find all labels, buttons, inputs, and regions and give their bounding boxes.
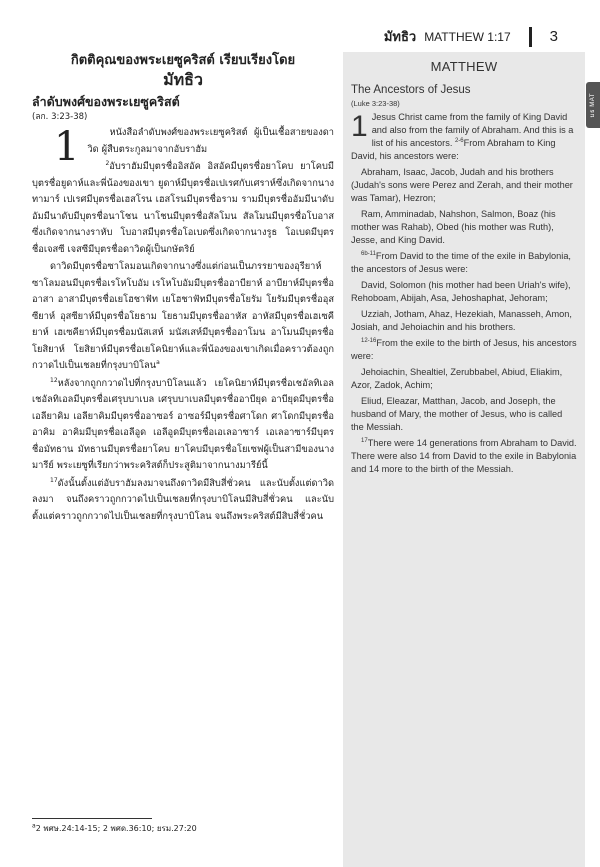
english-verses-6-11-text: From David to the time of the exile in Babylonia, the ancestors of Jesus were:	[351, 251, 571, 274]
english-list-5: Jehoiachin, Shealtiel, Zerubbabel, Abiud, Eliakim, Azor, Zadok, Achim;	[351, 367, 563, 390]
english-section-ref: (Luke 3:23-38)	[351, 99, 400, 108]
header-reference: MATTHEW 1:17	[424, 29, 511, 44]
thai-column	[32, 52, 334, 526]
verse-number: 6b-11	[361, 250, 376, 257]
english-list-1: Abraham, Isaac, Jacob, Judah and his brothers (Judah's sons were Perez and Zerah, and their mother was Tamar), Hezron;	[351, 167, 573, 203]
english-verses-12-16	[351, 337, 577, 363]
thai-paragraph-1	[32, 124, 334, 170]
verse-number: 2-6	[454, 137, 464, 144]
english-verses-6-11	[351, 250, 577, 276]
english-verse-17-text: There were 14 generations from Abraham to David. There were also 14 from David to the exile in Babylonia and 14 more to the birth of the Messiah.	[351, 438, 577, 474]
side-tab-label: มธ MAT	[590, 92, 596, 118]
english-verses-12-16-text: From the exile to the birth of Jesus, his ancestors were:	[351, 338, 577, 361]
thai-verses-6-11: ดาวิดมีบุตรชื่อซาโลมอนเกิดจากนางซึ่งแต่ก่อนเป็นภรรยาของอุรียาห์ ซาโลมอนมีบุตรชื่อเรโหโบอัม เรโหโบอัมมีบุตรชื่ออาบียาห์ อาบียาห์มีบุตรชื่ออาสา อาสามีบุตรชื่อเยโฮชาฟัท เยโฮชาฟัทมีบุตรชื่อโยรัม โยรัมมีบุตรชื่ออุสซียาห์ อุสซียาห์มีบุตรชื่อโยธาม โยธามมีบุตรชื่ออาหัส อาหัสมีบุตรชื่อเฮเซคียาห์ เฮเซคียาห์มีบุตรชื่อมนัสเสห์ มนัสเสห์มีบุตรชื่ออาโมน อาโมนมีบุตรชื่อโยสิยาห์ โยสิยาห์มีบุตรชื่อเยโคนิยาห์และพี่น้องของเขาเกิดเมื่อคราวต้องถูกกวาดไปเป็นเชลยที่กรุงบาบิโลน	[32, 261, 334, 371]
english-chapter-number: 1	[351, 110, 368, 143]
english-book-name: MATTHEW	[430, 59, 498, 74]
english-verses-2-6-text: From Abraham to King David, his ancestors were:	[351, 138, 556, 161]
verse-number: 17	[361, 437, 368, 444]
footnote-divider	[32, 818, 152, 819]
verse-number: 12	[50, 376, 58, 384]
thai-paragraph-5	[32, 476, 334, 526]
footnote-marker: a	[32, 822, 36, 830]
verse-number: 2	[105, 159, 110, 167]
english-list-4: Uzziah, Jotham, Ahaz, Hezekiah, Manasseh, Amon, Josiah, and Jehoiachin and his brothers.	[351, 309, 572, 332]
thai-verses-12-16: หลังจากถูกกวาดไปที่กรุงบาบิโลนแล้ว เยโคนิยาห์มีบุตรชื่อเชอัลทิเอล เชอัลทิเอลมีบุตรชื่อเศรุบบาเบล เศรุบบาเบลมีบุตรชื่ออาบียุด อาบียุดมีบุตรชื่อเอลียาคิม เอลียาคิมมีบุตรชื่ออาซอร์ อาซอร์มีบุตรชื่อศาโดก ศาโดกมีบุตรชื่ออาคิม อาคิมมีบุตรชื่อเอลีอูด เอลีอูดมีบุตรชื่อเอเลอาซาร์ เอเลอาซาร์มีบุตรชื่อมัทธาน มัทธานมีบุตรชื่อยาโคบ ยาโคบมีบุตรชื่อโยเซฟผู้เป็นสามีของนางมารีย์ พระเยซูที่เรียกว่าพระคริสต์ก็ประสูติมาจากนางมารีย์นี้	[32, 377, 334, 471]
page-number: 3	[549, 28, 558, 45]
footnote-marker: a	[156, 358, 160, 366]
thai-paragraph-4	[32, 376, 334, 475]
footnote-text: 2 พศษ.24:14-15; 2 พศด.36:10; ยรม.27:20	[35, 824, 197, 833]
thai-title-line: กิตติคุณของพระเยซูคริสต์ เรียบเรียงโดย	[70, 53, 296, 68]
verse-number: 17	[50, 476, 58, 484]
book-side-tab	[586, 82, 600, 128]
thai-verse-17: ดังนั้นตั้งแต่อับราฮัมลงมาจนถึงดาวิดมีสิบสี่ชั่วคน และนับตั้งแต่ดาวิดลงมา จนถึงคราวถูกกวาดไปเป็นเชลยที่กรุงบาบิโลนมีสิบสี่ชั่วคน และนับตั้งแต่คราวถูกกวาดไปเป็นเชลยที่กรุงบาบิโลน จนถึงพระคริสต์มีสิบสี่ชั่วคน	[32, 477, 334, 522]
thai-section-heading: ลำดับพงศ์ของพระเยซูคริสต์	[32, 94, 180, 109]
english-list-3: David, Solomon (his mother had been Uriah's wife), Rehoboam, Abijah, Asa, Jehoshaphat, Jehoram;	[351, 280, 571, 303]
english-verse-17	[351, 437, 577, 476]
page-header	[384, 26, 558, 47]
thai-verses-2-6: อับราฮัมมีบุตรชื่ออิสอัค อิสอัคมีบุตรชื่อยาโคบ ยาโคบมีบุตรชื่อยูดาห์และพี่น้องของเขา ยูดาห์มีบุตรชื่อเปเรศกับเศราห์ซึ่งเกิดจากนางทามาร์ เปเรศมีบุตรชื่อเฮสโรน เฮสโรนมีบุตรชื่อราม รามมีบุตรชื่ออัมมีนาดับ อัมมีนาดับมีบุตรชื่อนาโชน นาโชนมีบุตรชื่อสัลโมน สัลโมนมีบุตรชื่อโบอาสซึ่งเกิดจากนางราหับ โบอาสมีบุตรชื่อโอเบดซึ่งเกิดจากนางรูธ โอเบดมีบุตรชื่อเจสซี เจสซีมีบุตรชื่อดาวิดผู้เป็นกษัตริย์	[32, 161, 334, 255]
english-verse-1	[351, 111, 577, 163]
thai-paragraph-2	[32, 159, 334, 258]
verse-number: 12-16	[361, 337, 377, 344]
thai-verse-1: หนังสือลำดับพงศ์ของพระเยซูคริสต์ ผู้เป็นเชื้อสายของดาวิด ผู้สืบตระกูลมาจากอับราฮัม	[87, 127, 334, 155]
thai-book-name: มัทธิว	[163, 70, 203, 89]
english-column	[343, 52, 585, 867]
english-list-2: Ram, Amminadab, Nahshon, Salmon, Boaz (his mother was Rahab), Obed (his mother was Ruth), Jesse, and King David.	[351, 209, 556, 245]
thai-paragraph-3	[32, 259, 334, 375]
thai-chapter-number: 1	[54, 124, 80, 170]
thai-section-ref: (ลก. 3:23-38)	[32, 112, 88, 122]
english-list-6: Eliud, Eleazar, Matthan, Jacob, and Joseph, the husband of Mary, the mother of Jesus, who is called the Messiah.	[351, 396, 563, 432]
header-book-thai: มัทธิว	[383, 30, 417, 45]
english-verse-1-text: Jesus Christ came from the family of King David and also from the family of Abraham. And this is a list of his ancestors.	[371, 112, 574, 148]
header-divider	[529, 27, 532, 47]
footnote	[32, 822, 197, 835]
english-section-heading: The Ancestors of Jesus	[351, 84, 471, 96]
